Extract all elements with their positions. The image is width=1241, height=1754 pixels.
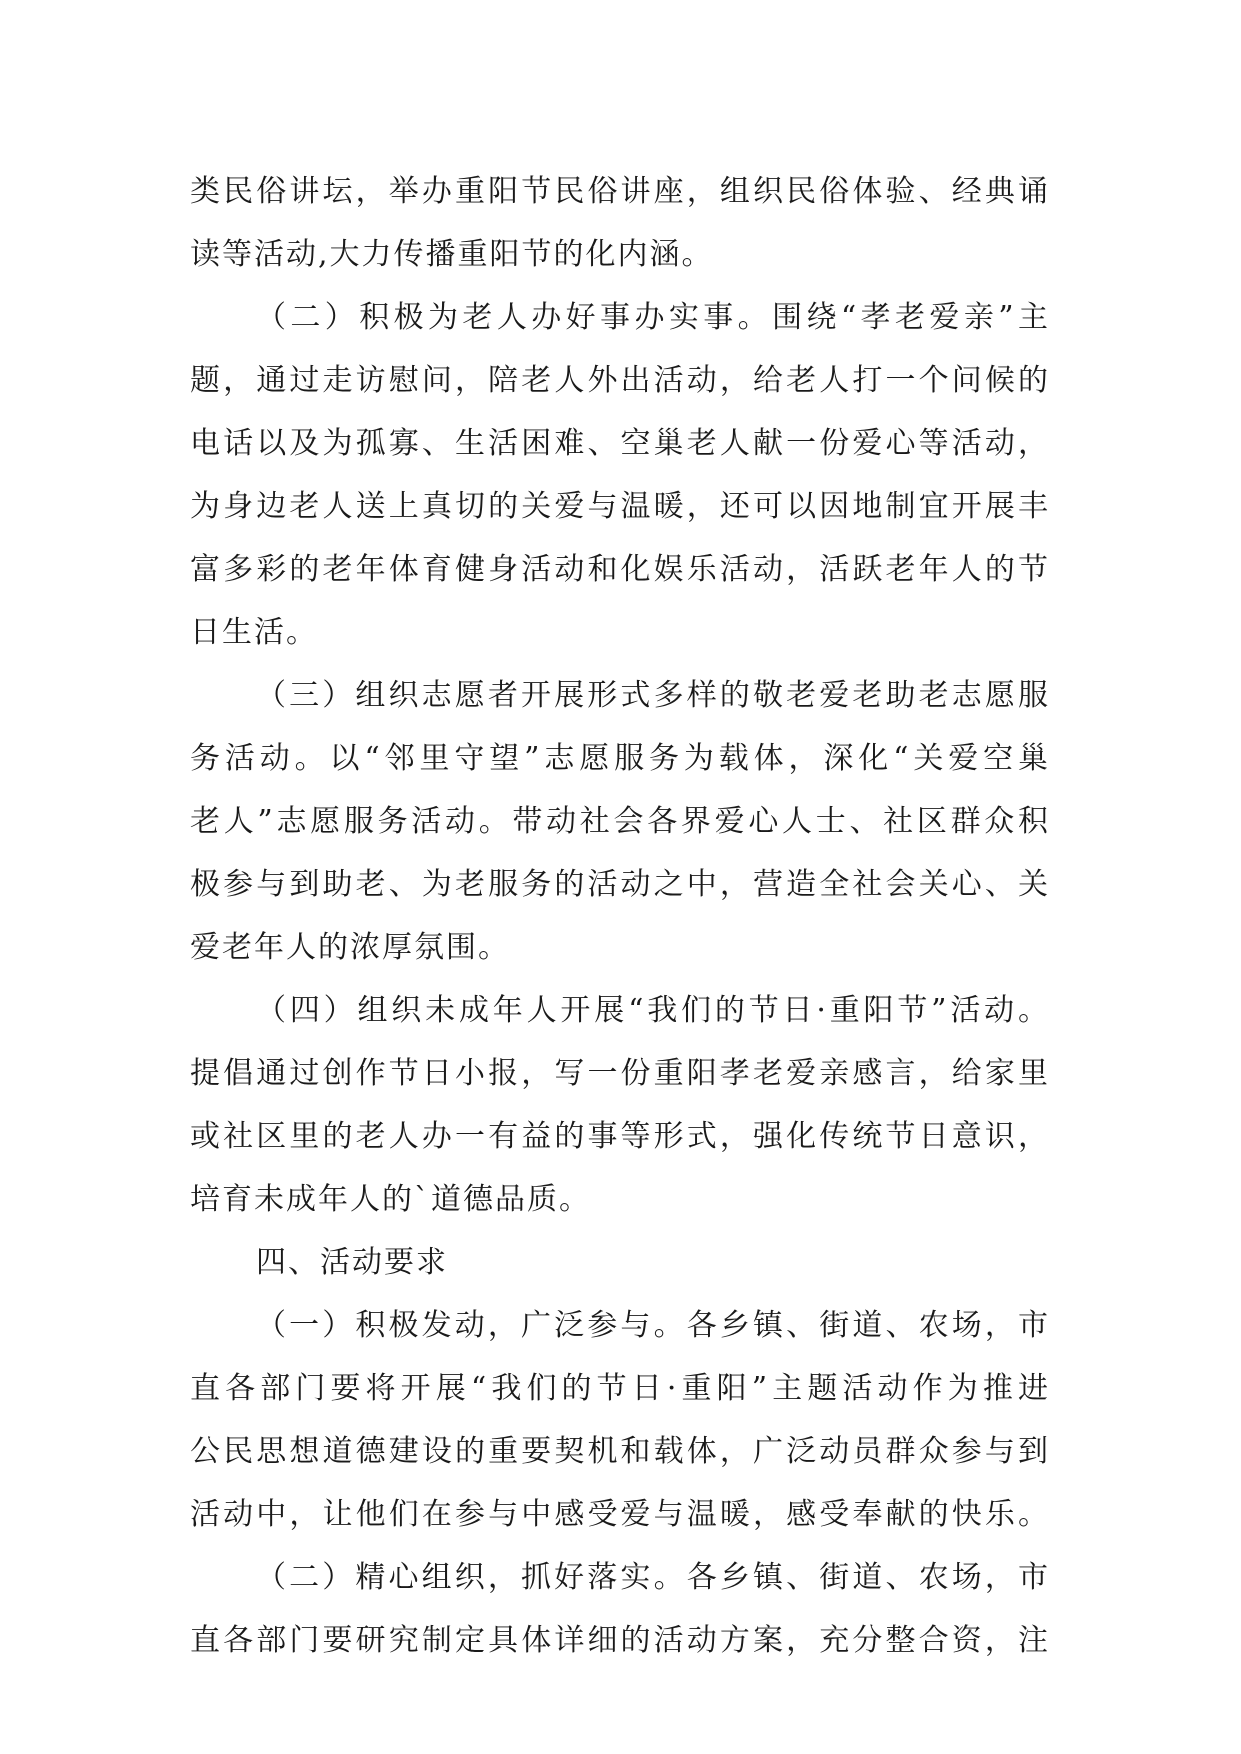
text-line: 务活动。以“邻里守望”志愿服务为载体，深化“关爱空巢 [190, 741, 1050, 776]
document-page [190, 160, 1050, 1672]
text-line: 培育未成年人的`道德品质。 [190, 1182, 591, 1217]
text-line: 公民思想道德建设的重要契机和载体，广泛动员群众参与到 [190, 1434, 1050, 1469]
text-line: 为身边老人送上真切的关爱与温暖，还可以因地制宜开展丰 [190, 489, 1050, 524]
text-line: 读等活动,大力传播重阳节的化内涵。 [190, 237, 714, 272]
text-line: （三）组织志愿者开展形式多样的敬老爱老助老志愿服 [256, 678, 1050, 713]
text-line: （四）组织未成年人开展“我们的节日·重阳节”活动。 [256, 993, 1050, 1028]
text-line: 提倡通过创作节日小报，写一份重阳孝老爱亲感言，给家里 [190, 1056, 1050, 1091]
text-line: 极参与到助老、为老服务的活动之中，营造全社会关心、关 [190, 867, 1050, 902]
text-line: 题，通过走访慰问，陪老人外出活动，给老人打一个问候的 [190, 363, 1050, 398]
text-line: 类民俗讲坛，举办重阳节民俗讲座，组织民俗体验、经典诵 [190, 174, 1050, 209]
section-heading: 四、活动要求 [256, 1245, 448, 1280]
text-line: （二）精心组织，抓好落实。各乡镇、街道、农场，市 [256, 1560, 1050, 1595]
text-line: （一）积极发动，广泛参与。各乡镇、街道、农场，市 [256, 1308, 1050, 1343]
text-line: 活动中，让他们在参与中感受爱与温暖，感受奉献的快乐。 [190, 1497, 1050, 1532]
text-line: 富多彩的老年体育健身活动和化娱乐活动，活跃老年人的节 [190, 552, 1050, 587]
text-line: （二）积极为老人办好事办实事。围绕“孝老爱亲”主 [256, 300, 1050, 335]
text-line: 直各部门要研究制定具体详细的活动方案，充分整合资，注 [190, 1623, 1050, 1658]
text-line: 直各部门要将开展“我们的节日·重阳”主题活动作为推进 [190, 1371, 1050, 1406]
text-line: 日生活。 [190, 615, 318, 650]
text-line: 老人”志愿服务活动。带动社会各界爱心人士、社区群众积 [190, 804, 1050, 839]
text-line: 电话以及为孤寡、生活困难、空巢老人献一份爱心等活动， [190, 426, 1050, 461]
text-line: 爱老年人的浓厚氛围。 [190, 930, 510, 965]
text-line: 或社区里的老人办一有益的事等形式，强化传统节日意识， [190, 1119, 1050, 1154]
